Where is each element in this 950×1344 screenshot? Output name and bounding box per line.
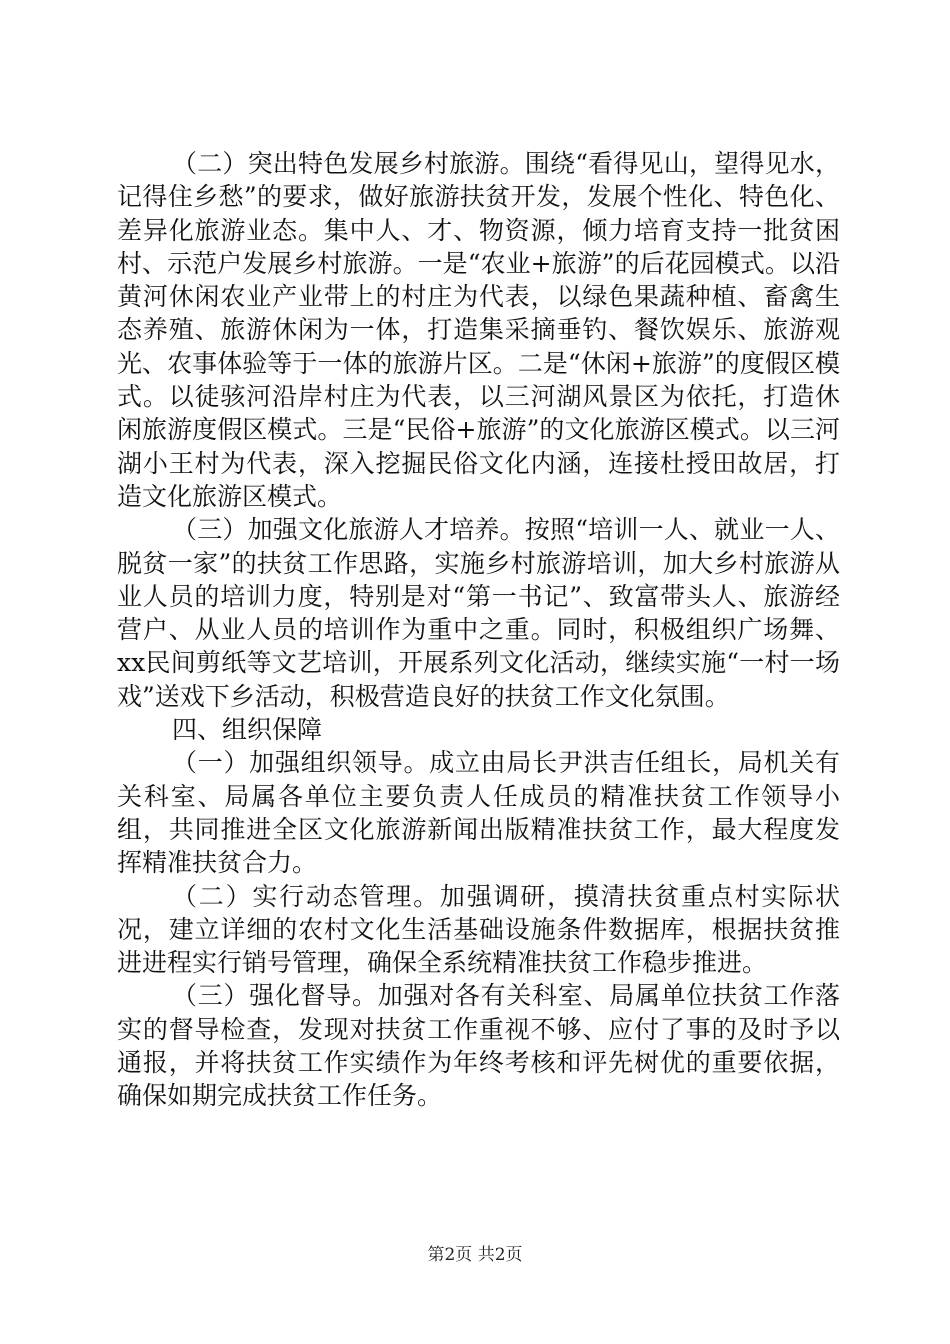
paragraph-dynamic-management: （二）实行动态管理。加强调研，摸清扶贫重点村实际状况，建立详细的农村文化生活基础设施条件数据库，根据扶贫推进进程实行销号管理，确保全系统精准扶贫工作稳步推进。 (117, 881, 840, 978)
document-body (117, 147, 840, 1113)
section-heading-organization: 四、组织保障 (172, 715, 323, 745)
paragraph-tourism-development: （二）突出特色发展乡村旅游。围绕“看得见山，望得见水，记得住乡愁”的要求，做好旅游扶贫开发，发展个性化、特色化、差异化旅游业态。集中人、才、物资源，倾力培育支持一批贫困村、示范户发展乡村旅游。一是“农业+旅游”的后花园模式。以沿黄河休闲农业产业带上的村庄为代表，以绿色果蔬种植、畜禽生态养殖、旅游休闲为一体，打造集采摘垂钓、餐饮娱乐、旅游观光、农事体验等于一体的旅游片区。二是“休闲+旅游”的度假区模式。以徒骇河沿岸村庄为代表，以三河湖风景区为依托，打造休闲旅游度假区模式。三是“民俗+旅游”的文化旅游区模式。以三河湖小王村为代表，深入挖掘民俗文化内涵，连接杜授田故居，打造文化旅游区模式。 (117, 149, 840, 511)
paragraph-supervision: （三）强化督导。加强对各有关科室、局属单位扶贫工作落实的督导检查，发现对扶贫工作重视不够、应付了事的及时予以通报，并将扶贫工作实绩作为年终考核和评先树优的重要依据，确保如期完成扶贫工作任务。 (117, 981, 840, 1111)
paragraph-leadership: （一）加强组织领导。成立由局长尹洪吉任组长，局机关有关科室、局属各单位主要负责人任成员的精准扶贫工作领导小组，共同推进全区文化旅游新闻出版精准扶贫工作，最大程度发挥精准扶贫合力。 (117, 748, 840, 878)
paragraph-talent-training: （三）加强文化旅游人才培养。按照“培训一人、就业一人、脱贫一家”的扶贫工作思路，实施乡村旅游培训，加大乡村旅游从业人员的培训力度，特别是对“第一书记”、致富带头人、旅游经营户、从业人员的培训作为重中之重。同时，积极组织广场舞、xx民间剪纸等文艺培训，开展系列文化活动，继续实施“一村一场戏”送戏下乡活动，积极营造良好的扶贫工作文化氛围。 (117, 515, 840, 711)
page-number-footer: 第2页 共2页 (427, 1245, 523, 1265)
